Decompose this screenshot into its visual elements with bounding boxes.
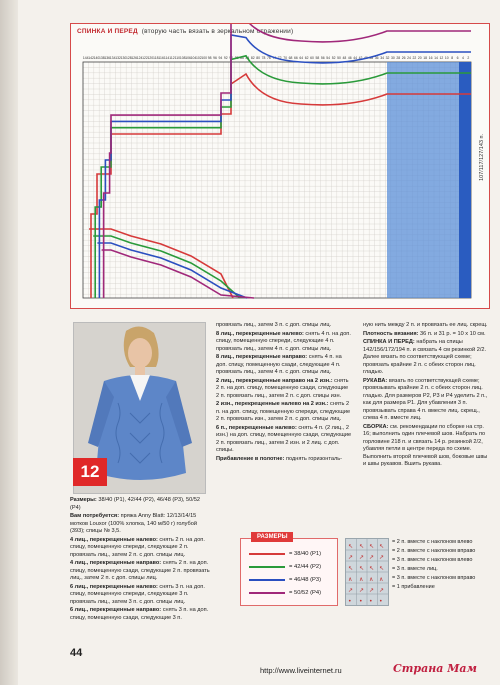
left-text-column	[70, 497, 210, 623]
mid-q4-label: 2 изн., перекрещенные налево на 2 изн.:	[216, 401, 329, 407]
pattern-4-label: 6 лиц., перекрещенные направо:	[70, 607, 162, 613]
tick-label: 34	[380, 56, 384, 60]
pattern-1-label: 4 лиц., перекрещенные налево:	[70, 536, 158, 543]
svg-text:•: •	[348, 598, 352, 605]
svg-text:↖: ↖	[379, 565, 385, 572]
svg-text:•: •	[359, 598, 363, 605]
legend-row	[249, 551, 321, 557]
right-text-column	[363, 322, 491, 470]
legend-swatch-4	[249, 592, 285, 594]
mid-q2-label: 8 лиц., перекрещенные направо:	[216, 354, 308, 360]
materials-text: пряжа Anny Blatt: 12/13/14/15 мотков Louxor (100% хлопка, 140 м/50 г) голубой (393); спицы № 3,5.	[70, 513, 197, 534]
tick-label: 96	[213, 56, 217, 60]
svg-text:∧: ∧	[348, 576, 353, 583]
mid-intro: провязать лиц., затем 3 п. с доп. спицы лиц.	[216, 322, 332, 328]
stitch-key-item: = 2 п. вместе с наклоном вправо	[392, 548, 476, 554]
tick-label: 140	[93, 56, 100, 60]
stitch-key-item: = 1 прибавление	[392, 584, 435, 590]
tick-label: 12	[439, 56, 444, 60]
mid-q1-text: снять 4 п. на доп. спицу, помещенную спереди, следующие 4 п. провязать лиц., затем 4 п. с доп. спицы лиц.	[216, 330, 351, 352]
tick-label: 48	[342, 56, 347, 60]
tick-label: 108	[179, 56, 186, 60]
tick-label: 72	[277, 56, 282, 60]
tick-label: 56	[320, 56, 325, 60]
tick-label: 36	[374, 56, 379, 60]
tick-label: 14	[434, 56, 438, 60]
mid-q2-text: снять 4 п. на доп. спицу, помещенную сзади, следующие 4 п. провязать лиц., затем 4 п. с доп. спицы лиц.	[216, 354, 342, 375]
back-front-text: набрать на спицы 142/156/172/194 п. и связать 4 см резинкой 2/2. Далее вязать по соответствующей схеме; провязать крайние 2 п. с обеих сторон лиц. гладью.	[363, 339, 487, 375]
legend-label: = 50/52 (Р4)	[289, 590, 322, 596]
gauge-text: 36 п. и 31 р. = 10 х 10 см.	[420, 330, 486, 337]
tick-label: 102	[196, 56, 202, 60]
knitting-chart-svg	[71, 24, 488, 307]
stitch-symbol-grid	[345, 538, 389, 606]
tick-label: 100	[201, 56, 208, 60]
tick-label: 92	[223, 56, 228, 60]
tick-label: 30	[390, 56, 395, 60]
svg-text:↗: ↗	[379, 587, 385, 594]
tick-label: 112	[169, 56, 175, 60]
legend-label: = 38/40 (Р1)	[289, 551, 322, 557]
tick-label: 50	[337, 56, 341, 60]
tick-label: 74	[272, 56, 277, 60]
tick-label: 22	[412, 56, 417, 60]
tick-label: 120	[147, 56, 154, 60]
mid-q6-text: поднять горизонталь-	[285, 455, 342, 462]
tick-label: 32	[385, 56, 390, 60]
size-neckline-line	[89, 229, 233, 298]
tick-label: 134	[109, 56, 116, 60]
tick-label: 132	[115, 56, 121, 60]
tick-label: 118	[153, 56, 159, 60]
back-front-label: СПИНКА И ПЕРЕД:	[363, 339, 415, 345]
mid-q6-label: Прибавление в полотне:	[216, 455, 285, 462]
svg-text:∧: ∧	[359, 576, 364, 583]
page-number: 44	[70, 647, 83, 659]
tick-label: 8	[451, 56, 454, 60]
pattern-3-text: снять 3 п. на доп. спицу, помещенную спереди, следующие 3 п. провязать лиц., затем 3 п. с доп. спицы лиц.	[70, 583, 205, 605]
chart-side-measure: 107/117/127/143 п.	[479, 134, 485, 181]
tick-label: 128	[125, 56, 132, 60]
pattern-2-label: 4 лиц., перекрещенные направо:	[70, 560, 162, 566]
tick-label: 54	[326, 56, 331, 60]
right-intro: ную нить между 2 п. и провязать ее лиц. скрещ.	[363, 322, 488, 328]
svg-text:↖: ↖	[359, 565, 365, 572]
stitch-key-item: = 3 п. вместе с наклоном влево	[392, 557, 473, 563]
tick-label: 90	[229, 56, 234, 60]
materials-label: Вам потребуется:	[70, 513, 120, 519]
svg-text:↗: ↗	[369, 554, 375, 561]
svg-text:↖: ↖	[369, 543, 375, 550]
assembly-label: СБОРКА:	[363, 423, 389, 430]
sizes-label: Размеры:	[70, 497, 97, 503]
svg-text:•: •	[379, 598, 383, 605]
tick-label: 20	[417, 56, 422, 60]
svg-text:∧: ∧	[369, 576, 374, 583]
stitch-key-item: = 3 п. вместе лиц.	[392, 566, 438, 572]
svg-text:∧: ∧	[379, 576, 384, 583]
chart-title-text: СПИНКА И ПЕРЕД	[77, 28, 138, 35]
source-url[interactable]: http://www.liveinternet.ru	[260, 666, 342, 675]
tick-label: 28	[396, 56, 401, 60]
stitch-key-item: = 3 п. вместе с наклоном вправо	[392, 575, 476, 581]
legend-row	[249, 590, 321, 596]
tick-label: 76	[267, 56, 271, 60]
tick-label: 86	[240, 56, 244, 60]
stitch-symbols-svg	[346, 539, 388, 605]
middle-text-column	[216, 322, 352, 464]
tick-label: 10	[444, 56, 449, 60]
tick-label: 16	[428, 56, 433, 60]
tick-label: 106	[185, 56, 191, 60]
tick-label: 116	[158, 56, 164, 60]
tick-label: 122	[142, 56, 148, 60]
size-legend	[240, 534, 338, 606]
tick-label: 70	[283, 56, 287, 60]
chart-subtitle: (вторую часть вязать в зеркальном отражении)	[141, 28, 294, 35]
legend-swatch-3	[249, 579, 285, 581]
tick-label: 66	[293, 56, 298, 60]
sleeves-label: РУКАВА:	[363, 377, 388, 384]
sleeves-text: вязать по соответствующей схеме; провязывать крайние 2 п. с обеих сторон лиц. гладью. Для размеров Р2, Р3 и Р4 уделить 2 п., как для размера Р1. Для убавления 3 п. провязывать справа 4 п. вместе лиц. скрещ., слева 4 п. вместе лиц.	[363, 377, 488, 421]
svg-text:↖: ↖	[369, 565, 375, 572]
site-watermark: Страна Мам	[393, 662, 477, 675]
legend-label: = 42/44 (Р2)	[289, 564, 322, 570]
tick-label: 124	[136, 56, 143, 60]
pattern-1-text: снять 2 п. на доп. спицу, помещенную спереди, следующие 2 п. провязать лиц., затем 2 п. с доп. спицы лиц.	[70, 536, 205, 558]
tick-label: 18	[423, 56, 428, 60]
svg-text:↗: ↗	[369, 587, 375, 594]
page-gutter	[0, 0, 18, 685]
tick-label: 114	[163, 56, 170, 60]
mid-q3-text: снять 2 п. на доп. спицу, помещенную сзади, следующие 2 п. провязать лиц., затем 2 п. с доп. спицы изн.	[216, 377, 349, 399]
tick-label: 142	[88, 56, 94, 60]
tick-label: 24	[407, 56, 411, 60]
mid-q1-label: 8 лиц., перекрещенные налево:	[216, 330, 304, 337]
legend-swatch-1	[249, 553, 285, 555]
legend-swatch-2	[249, 566, 285, 568]
svg-text:↗: ↗	[348, 587, 354, 594]
model-number-badge: 12	[73, 458, 107, 486]
svg-text:↖: ↖	[359, 543, 365, 550]
tick-label: 26	[401, 56, 406, 60]
tick-label: 4	[461, 56, 464, 60]
size-legend-title: РАЗМЕРЫ	[251, 532, 293, 542]
tick-label: 104	[190, 56, 197, 60]
tick-label: 62	[304, 56, 309, 60]
svg-text:↗: ↗	[359, 587, 365, 594]
pattern-3-label: 6 лиц., перекрещенные налево:	[70, 583, 158, 590]
mid-q3-label: 2 лиц., перекрещенные направо на 2 изн.:	[216, 377, 333, 384]
tick-label: 84	[245, 56, 250, 60]
gauge-label: Плотность вязания:	[363, 330, 419, 337]
tick-label: 94	[218, 56, 223, 60]
tick-label: 64	[299, 56, 304, 60]
tick-label: 38	[369, 56, 374, 60]
pattern-2-text: снять 2 п. на доп. спицу, помещенную сзади, следующие 2 п. провязать лиц., затем 2 п. с доп. спицы лиц.	[70, 560, 210, 581]
tick-label: 68	[288, 56, 293, 60]
svg-text:↖: ↖	[348, 543, 354, 550]
stitch-key	[392, 538, 487, 592]
legend-row	[249, 577, 321, 583]
pattern-4-text: снять 3 п. на доп. спицу, помещенную сзади, следующие 3 п.	[70, 607, 209, 621]
tick-label: 130	[120, 56, 127, 60]
tick-label: 110	[174, 56, 181, 60]
tick-label: 138	[99, 56, 105, 60]
tick-label: 6	[456, 56, 459, 60]
svg-text:•: •	[369, 598, 373, 605]
chart-blue-block	[387, 62, 471, 298]
mid-q5-text: снять 4 п. (2 лиц., 2 изн.) на доп. спицу, помещенную сзади, следующие 2 п. провязать лиц., затем 2 изн. и 2 лиц. с доп. спицы.	[216, 424, 352, 453]
tick-label: 88	[234, 56, 239, 60]
tick-label: 144	[82, 56, 89, 60]
knitting-chart-frame	[70, 23, 490, 309]
tick-label: 98	[207, 56, 212, 60]
chart-blue-stripe	[459, 62, 471, 298]
sizes-text: 38/40 (Р1), 42/44 (Р2), 46/48 (Р3), 50/52 (Р4)	[70, 497, 201, 511]
tick-label: 126	[131, 56, 138, 60]
tick-label: 42	[358, 56, 363, 60]
legend-row	[249, 564, 321, 570]
tick-label: 46	[347, 56, 352, 60]
svg-text:↖: ↖	[348, 565, 354, 572]
tick-label: 52	[331, 56, 336, 60]
tick-label: 44	[353, 56, 358, 60]
legend-label: = 46/48 (Р3)	[289, 577, 322, 583]
tick-label: 136	[104, 56, 111, 60]
stitch-key-item: = 2 п. вместе с наклоном влево	[392, 539, 473, 545]
tick-label: 80	[256, 56, 261, 60]
tick-label: 2	[467, 56, 470, 60]
mid-q5-label: 6 п., перекрещенные налево:	[216, 424, 297, 431]
tick-label: 58	[315, 56, 320, 60]
tick-label: 78	[261, 56, 266, 60]
assembly-text: см. рекомендации по сборке на стр. 16; выполнить один плечевой шов. Набрать по горловине 218 п. и связать 14 р. резинкой 2/2, убавляя петли в центре переда по схеме. Выполнить второй плечевой шов, боковые швы и швы рукавов. Вшить рукава.	[363, 423, 488, 467]
svg-text:↗: ↗	[348, 554, 354, 561]
svg-text:↗: ↗	[379, 554, 385, 561]
tick-label: 60	[310, 56, 314, 60]
svg-text:↗: ↗	[359, 554, 365, 561]
tick-label: 82	[250, 56, 255, 60]
tick-label: 40	[364, 56, 368, 60]
svg-text:↖: ↖	[379, 543, 385, 550]
mid-q4-text: снять 2 п. на доп. спицу, помещенную спереди, следующие 2 п. провязать изн., затем 2 п. с доп. спицы лиц.	[216, 401, 351, 422]
size-neckline-line	[97, 243, 247, 298]
